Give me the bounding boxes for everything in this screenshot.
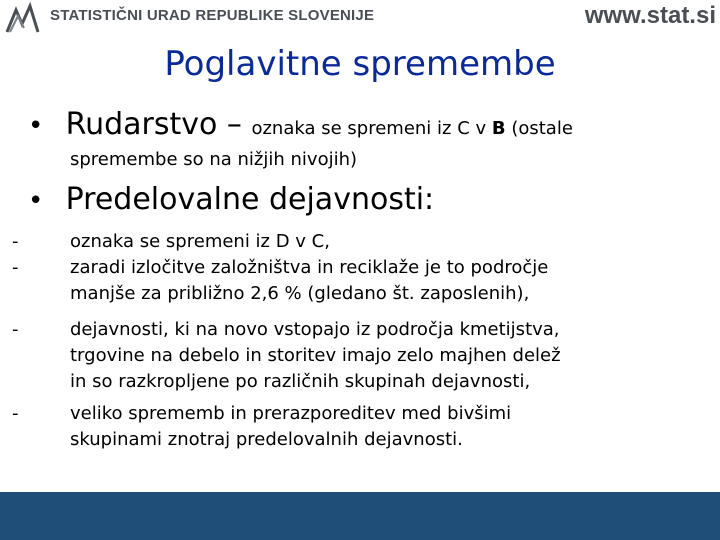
sub-item-dash: - bbox=[12, 403, 19, 424]
sors-logo-icon bbox=[4, 2, 42, 36]
sub-item-line: veliko sprememb in prerazporeditev med bivšimi bbox=[70, 403, 512, 424]
bullet-text-end: (ostale bbox=[505, 118, 573, 139]
bullet-term: Rudarstvo bbox=[65, 107, 218, 142]
bullet-continuation: spremembe so na nižjih nivojih) bbox=[70, 149, 358, 170]
sub-item-line: dejavnosti, ki na novo vstopajo iz področja kmetijstva, bbox=[70, 319, 560, 340]
bullet-text: oznaka se spremeni iz C v bbox=[251, 118, 492, 139]
header-bar bbox=[0, 0, 720, 38]
sub-item-line: in so razkropljene po različnih skupinah dejavnosti, bbox=[70, 371, 531, 392]
footer-bar bbox=[0, 492, 720, 540]
bullet-separator: – bbox=[217, 107, 252, 142]
bullet-rudarstvo bbox=[28, 107, 573, 144]
organization-name: STATISTIČNI URAD REPUBLIKE SLOVENIJE bbox=[50, 7, 375, 24]
sub-item-dash: - bbox=[12, 319, 19, 340]
bullet-predelovalne bbox=[28, 182, 435, 217]
bullet-marker: • bbox=[28, 186, 44, 216]
sub-item-line: skupinami znotraj predelovalnih dejavnosti. bbox=[70, 429, 463, 450]
sub-item-dash: - bbox=[12, 257, 19, 278]
slide-title: Poglavitne spremembe bbox=[164, 44, 556, 84]
bullet-term: Predelovalne dejavnosti: bbox=[65, 182, 435, 217]
website-link[interactable]: www.stat.si bbox=[584, 2, 716, 29]
sub-item-line: oznaka se spremeni iz D v C, bbox=[70, 231, 330, 252]
sub-item-dash: - bbox=[12, 231, 19, 252]
bullet-marker: • bbox=[28, 111, 44, 141]
sub-item-line: trgovine na debelo in storitev imajo zelo majhen delež bbox=[70, 345, 561, 366]
sub-item-line: zaradi izločitve založništva in reciklaže je to področje bbox=[70, 257, 549, 278]
sub-item-line: manjše za približno 2,6 % (gledano št. zaposlenih), bbox=[70, 283, 530, 304]
bullet-code: B bbox=[491, 118, 506, 139]
